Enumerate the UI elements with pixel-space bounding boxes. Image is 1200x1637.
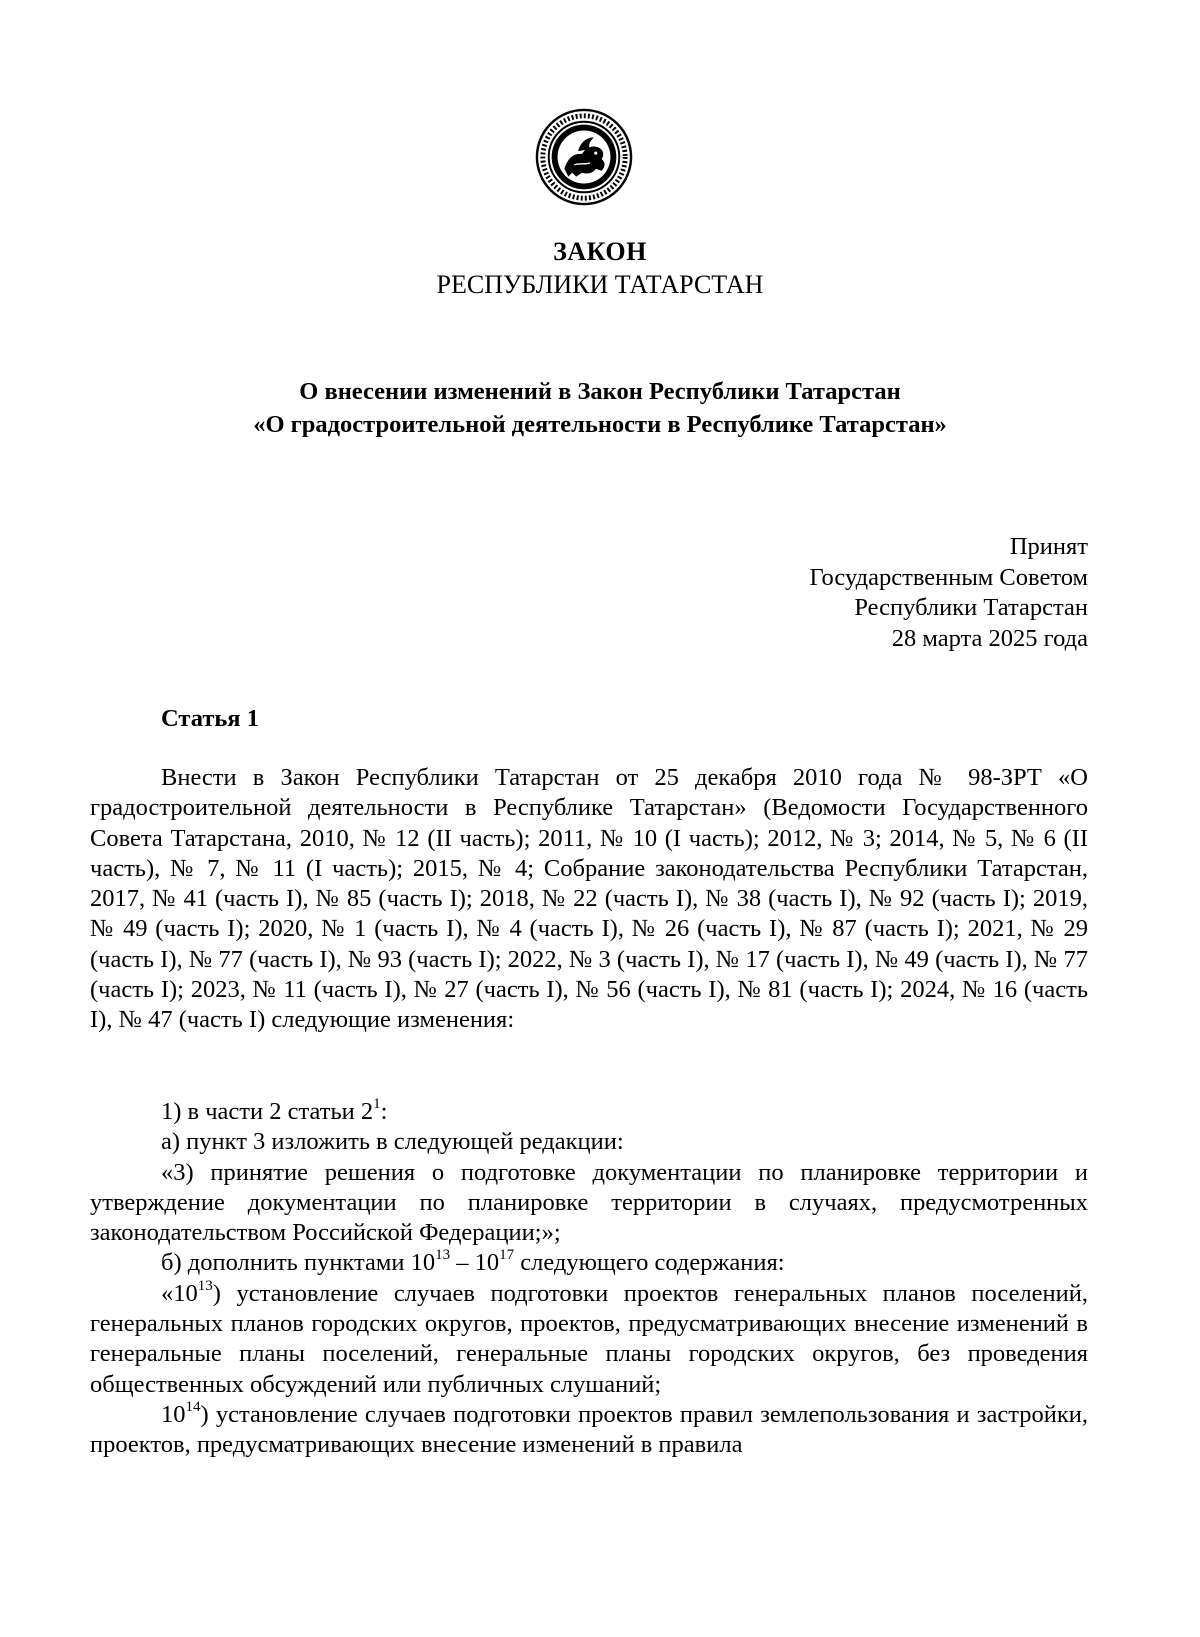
item-1-sup: 1 [373, 1095, 381, 1112]
item-1b-sup-1: 13 [435, 1247, 451, 1264]
item-1b-prefix: б) дополнить пунктами 10 [161, 1249, 436, 1277]
item-1-suffix: : [380, 1098, 388, 1125]
item-1-prefix: 1) в части 2 статьи 2 [161, 1098, 374, 1125]
point-10-14 [90, 1400, 1088, 1461]
item-1a-text: «3) принятие решения о подготовке документации по планировке территории и утверждение документации по планировке территории в случаях, предусмотренных законодательством Российской Федерации;»; [90, 1158, 1088, 1247]
adopted-date: 28 марта 2025 года [891, 624, 1088, 652]
law-title: ЗАКОН [553, 237, 647, 266]
article-title: Статья 1 [161, 705, 259, 732]
amendments [90, 1097, 1088, 1461]
item-1a: а) пункт 3 изложить в следующей редакции: [161, 1128, 624, 1156]
point-10-14-text: ) установление случаев подготовки проектов правил землепользования и застройки, проектов, предусматривающих внесение изменений в правила [90, 1400, 1088, 1459]
item-1b-sup-2: 17 [499, 1247, 515, 1264]
subject-line-1: О внесении изменений в Закон Республики Татарстан [299, 378, 901, 405]
item-1b-mid: – 10 [450, 1249, 500, 1277]
law-subject [0, 375, 1200, 441]
item-1b-suffix: следующего содержания: [514, 1249, 785, 1277]
adoption-info [810, 532, 1088, 654]
point-10-14-sup: 14 [185, 1398, 201, 1415]
item-1 [90, 1097, 1088, 1127]
point-10-13 [90, 1279, 1088, 1400]
point-10-13-text: ) установление случаев подготовки проектов генеральных планов поселений, генеральных планов городских округов, проектов, предусматривающих внесение изменений в генеральные планы поселений, генеральные планы городских округов, без проведения общественных обсуждений или публичных слушаний; [90, 1279, 1088, 1398]
adopted-line-1: Принят [1009, 533, 1088, 560]
point-10-13-sup: 13 [197, 1277, 213, 1294]
item-1b [90, 1248, 1088, 1278]
point-10-13-prefix: «10 [161, 1279, 198, 1307]
subject-line-2: «О градостроительной деятельности в Республике Татарстан» [253, 411, 947, 438]
intro-paragraph: Внести в Закон Республики Татарстан от 25 декабря 2010 года № 98-ЗРТ «О градостроительной деятельности в Республике Татарстан» (Ведомости Государственного Совета Татарстана, 2010, № 12 (II часть); 2011, № 10 (I часть); 2012, № 3; 2014, № 5, № 6 (II часть), № 7, № 11 (I часть); 2015, № 4; Собрание законодательства Республики Татарстан, 2017, № 41 (часть I), № 85 (часть I); 2018, № 22 (часть I), № 38 (часть I), № 92 (часть I); 2019, № 49 (часть I); 2020, № 1 (часть I), № 4 (часть I), № 26 (часть I), № 87 (часть I); 2021, № 29 (часть I), № 77 (часть I), № 93 (часть I); 2022, № 3 (часть I), № 17 (часть I), № 49 (часть I), № 77 (часть I); 2023, № 11 (часть I), № 27 (часть I), № 56 (часть I), № 81 (часть I); 2024, № 16 (часть I), № 47 (часть I) следующие изменения: [90, 764, 1088, 1034]
tatarstan-coat-of-arms-icon [535, 108, 633, 206]
article-intro [90, 763, 1088, 1036]
adopted-line-3: Республики Татарстан [854, 594, 1088, 621]
adopted-line-2: Государственным Советом [809, 563, 1088, 591]
law-republic: РЕСПУБЛИКИ ТАТАРСТАН [436, 270, 764, 299]
point-10-14-prefix: 10 [161, 1400, 186, 1428]
